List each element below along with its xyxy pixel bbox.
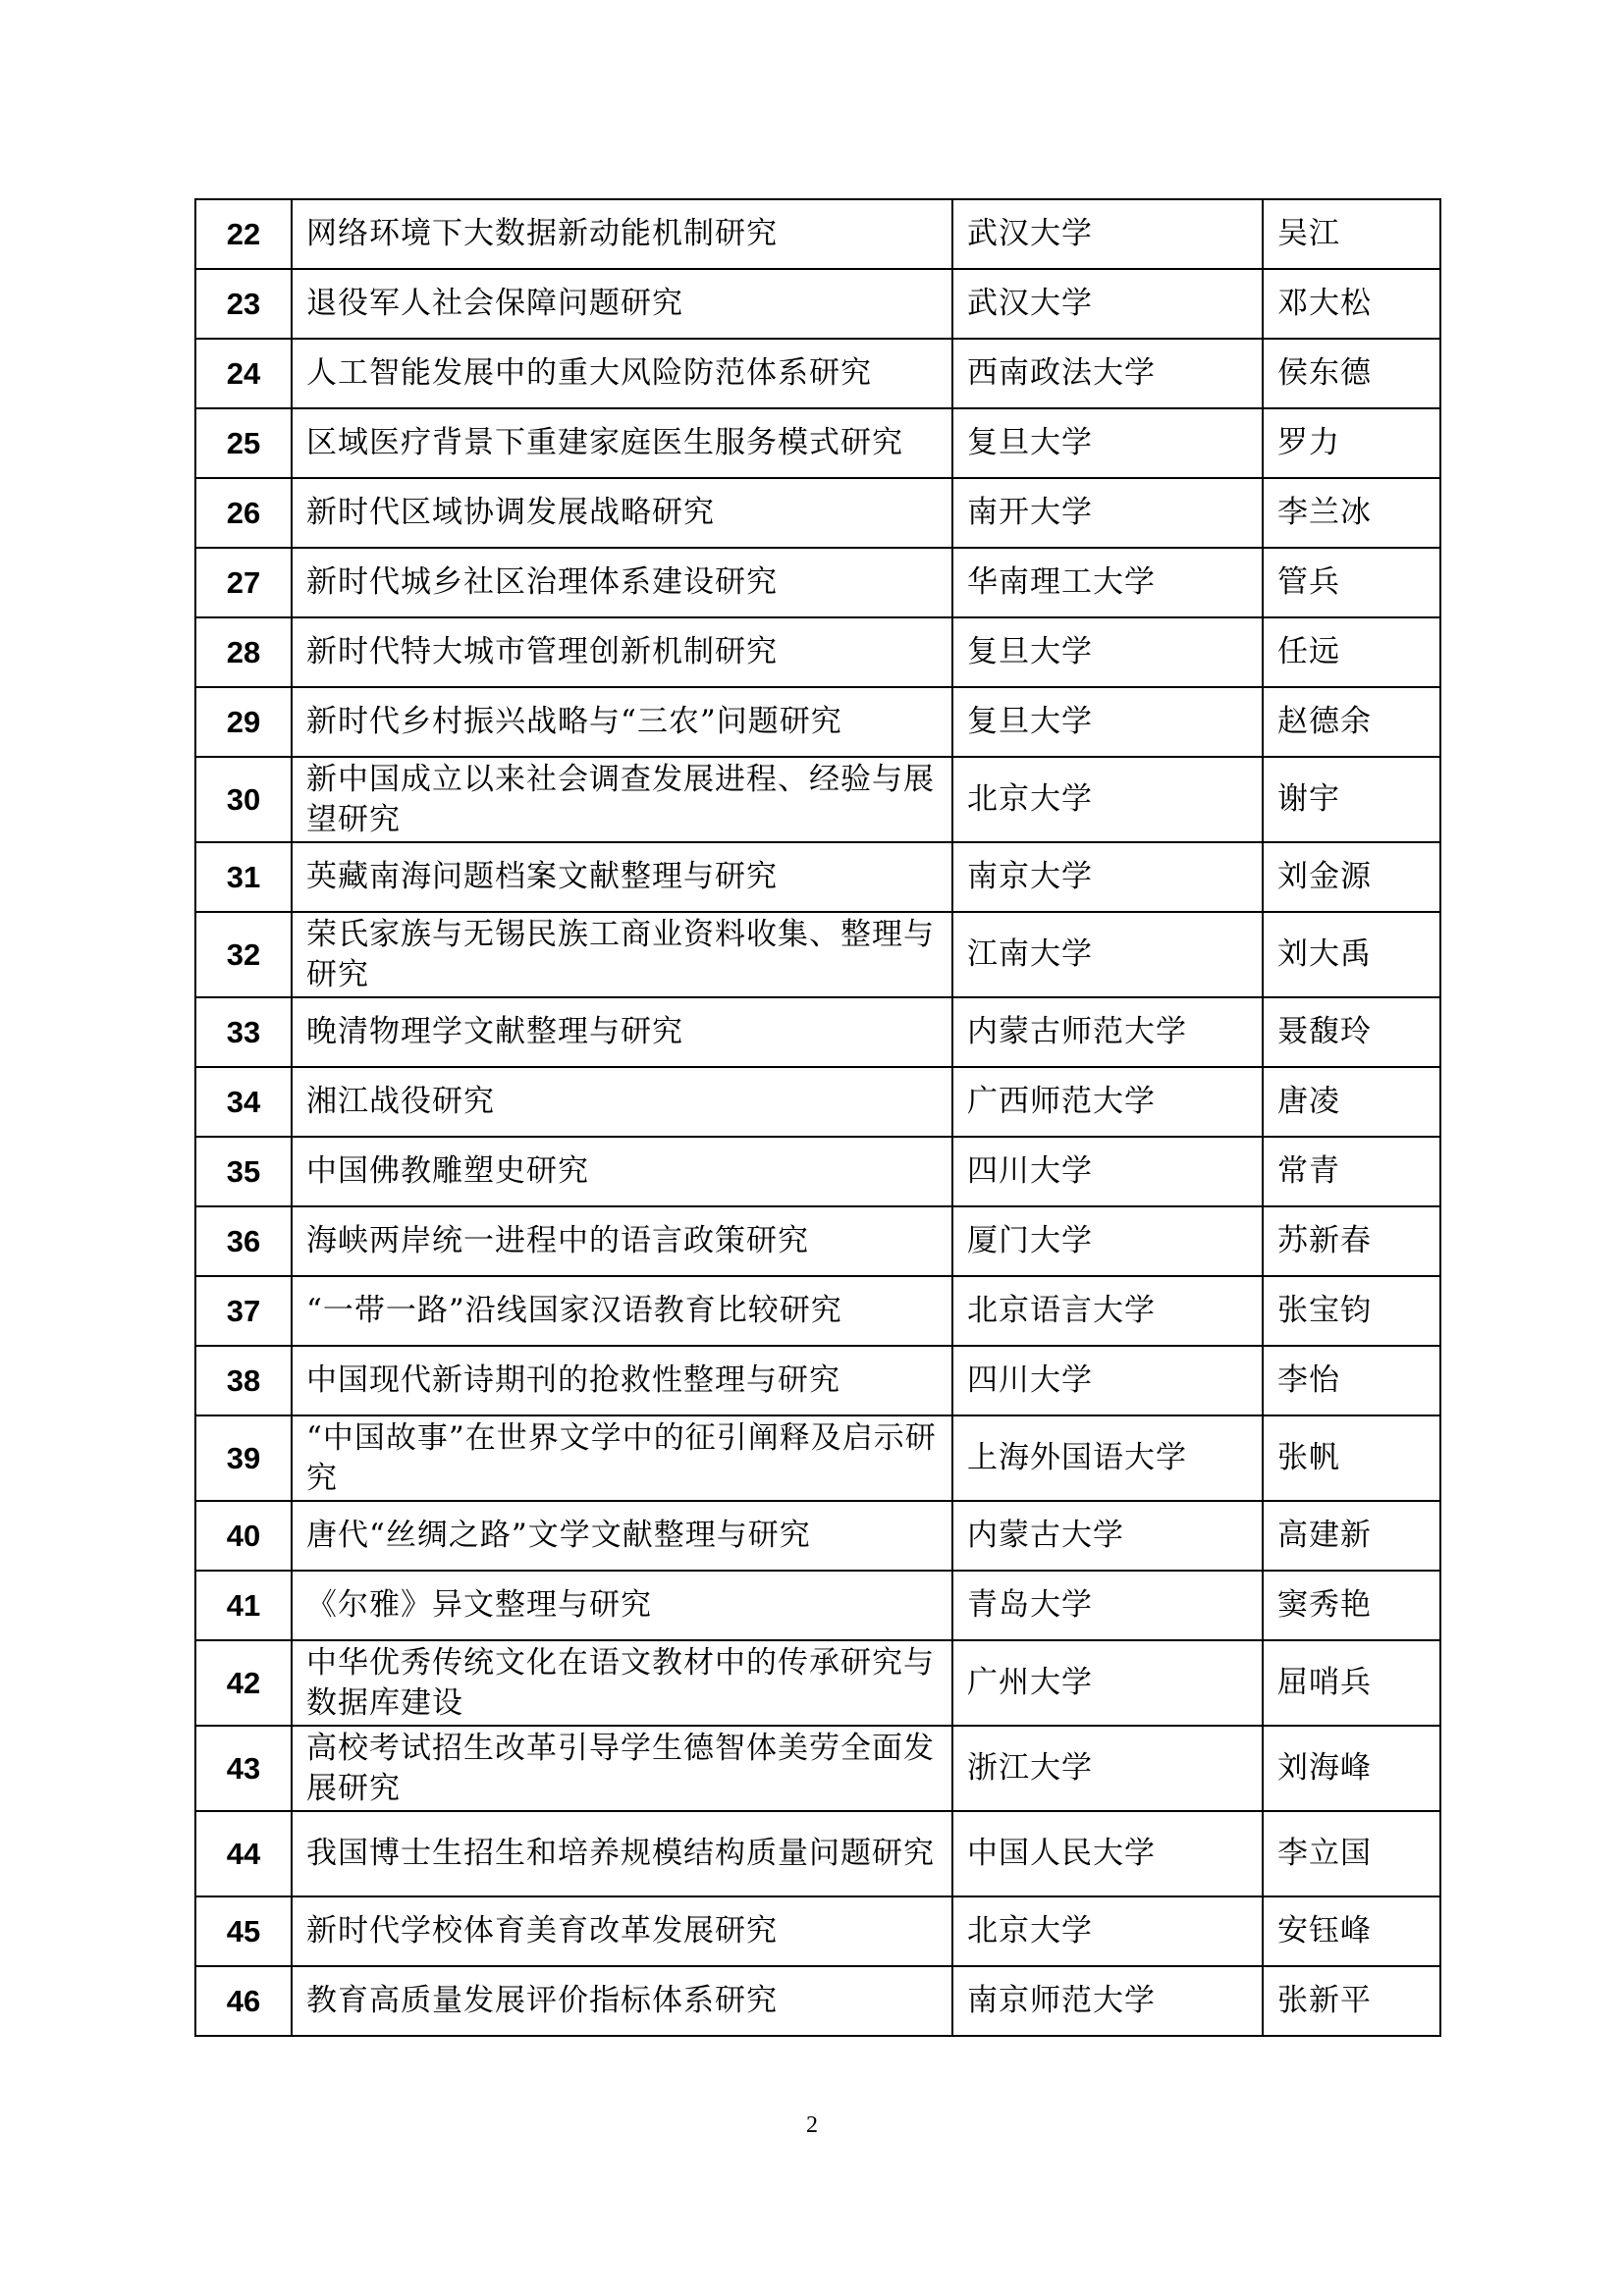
leader-cell: 罗力 <box>1263 408 1440 478</box>
project-title-cell: 我国博士生招生和培养规模结构质量问题研究 <box>292 1811 952 1896</box>
row-number-cell: 27 <box>195 548 292 617</box>
leader-cell: 赵德余 <box>1263 687 1440 757</box>
table-row <box>195 617 1440 687</box>
institution-cell: 广西师范大学 <box>952 1067 1263 1137</box>
row-number-cell: 31 <box>195 842 292 912</box>
leader-cell: 屈哨兵 <box>1263 1640 1440 1726</box>
page-number: 2 <box>806 2112 818 2138</box>
institution-cell: 青岛大学 <box>952 1571 1263 1640</box>
row-number-cell: 28 <box>195 617 292 687</box>
institution-cell: 复旦大学 <box>952 408 1263 478</box>
project-title-cell: 人工智能发展中的重大风险防范体系研究 <box>292 339 952 408</box>
project-title-cell: 新中国成立以来社会调查发展进程、经验与展望研究 <box>292 757 952 842</box>
institution-cell: 南京大学 <box>952 842 1263 912</box>
project-title-cell: 湘江战役研究 <box>292 1067 952 1137</box>
row-number-cell: 40 <box>195 1501 292 1571</box>
institution-cell: 内蒙古大学 <box>952 1501 1263 1571</box>
table-row <box>195 1571 1440 1640</box>
leader-cell: 高建新 <box>1263 1501 1440 1571</box>
leader-cell: 张新平 <box>1263 1966 1440 2036</box>
institution-cell: 内蒙古师范大学 <box>952 997 1263 1067</box>
leader-cell: 吴江 <box>1263 199 1440 269</box>
institution-cell: 北京大学 <box>952 1896 1263 1966</box>
leader-cell: 聂馥玲 <box>1263 997 1440 1067</box>
table-row <box>195 842 1440 912</box>
row-number-cell: 26 <box>195 478 292 548</box>
row-number-cell: 23 <box>195 269 292 339</box>
leader-cell: 常青 <box>1263 1137 1440 1206</box>
table-row <box>195 687 1440 757</box>
institution-cell: 厦门大学 <box>952 1206 1263 1276</box>
row-number-cell: 34 <box>195 1067 292 1137</box>
project-title-cell: “中国故事”在世界文学中的征引阐释及启示研究 <box>292 1415 952 1501</box>
table-row <box>195 997 1440 1067</box>
institution-cell: 复旦大学 <box>952 617 1263 687</box>
leader-cell: 李兰冰 <box>1263 478 1440 548</box>
institution-cell: 南开大学 <box>952 478 1263 548</box>
leader-cell: 唐凌 <box>1263 1067 1440 1137</box>
project-title-cell: 新时代乡村振兴战略与“三农”问题研究 <box>292 687 952 757</box>
table-row <box>195 339 1440 408</box>
projects-table <box>194 198 1441 2037</box>
row-number-cell: 37 <box>195 1276 292 1346</box>
institution-cell: 北京语言大学 <box>952 1276 1263 1346</box>
project-title-cell: 新时代城乡社区治理体系建设研究 <box>292 548 952 617</box>
leader-cell: 苏新春 <box>1263 1206 1440 1276</box>
institution-cell: 西南政法大学 <box>952 339 1263 408</box>
table-row <box>195 408 1440 478</box>
project-title-cell: 中国现代新诗期刊的抢救性整理与研究 <box>292 1346 952 1415</box>
table-row <box>195 1067 1440 1137</box>
row-number-cell: 29 <box>195 687 292 757</box>
project-title-cell: 新时代特大城市管理创新机制研究 <box>292 617 952 687</box>
project-title-cell: 网络环境下大数据新动能机制研究 <box>292 199 952 269</box>
table-row <box>195 1137 1440 1206</box>
table-row <box>195 1726 1440 1811</box>
institution-cell: 华南理工大学 <box>952 548 1263 617</box>
leader-cell: 任远 <box>1263 617 1440 687</box>
table-row <box>195 548 1440 617</box>
leader-cell: 谢宇 <box>1263 757 1440 842</box>
institution-cell: 复旦大学 <box>952 687 1263 757</box>
institution-cell: 广州大学 <box>952 1640 1263 1726</box>
table-row <box>195 1501 1440 1571</box>
institution-cell: 上海外国语大学 <box>952 1415 1263 1501</box>
project-title-cell: 唐代“丝绸之路”文学文献整理与研究 <box>292 1501 952 1571</box>
row-number-cell: 46 <box>195 1966 292 2036</box>
table-row <box>195 912 1440 997</box>
row-number-cell: 45 <box>195 1896 292 1966</box>
leader-cell: 李立国 <box>1263 1811 1440 1896</box>
project-title-cell: 中国佛教雕塑史研究 <box>292 1137 952 1206</box>
row-number-cell: 39 <box>195 1415 292 1501</box>
table-row <box>195 478 1440 548</box>
row-number-cell: 35 <box>195 1137 292 1206</box>
table-row <box>195 1896 1440 1966</box>
table-row <box>195 1346 1440 1415</box>
leader-cell: 管兵 <box>1263 548 1440 617</box>
leader-cell: 邓大松 <box>1263 269 1440 339</box>
institution-cell: 四川大学 <box>952 1346 1263 1415</box>
project-title-cell: 新时代区域协调发展战略研究 <box>292 478 952 548</box>
table-row <box>195 1966 1440 2036</box>
project-title-cell: 中华优秀传统文化在语文教材中的传承研究与数据库建设 <box>292 1640 952 1726</box>
project-title-cell: 《尔雅》异文整理与研究 <box>292 1571 952 1640</box>
table-row <box>195 269 1440 339</box>
row-number-cell: 38 <box>195 1346 292 1415</box>
project-title-cell: 区域医疗背景下重建家庭医生服务模式研究 <box>292 408 952 478</box>
row-number-cell: 43 <box>195 1726 292 1811</box>
leader-cell: 张帆 <box>1263 1415 1440 1501</box>
leader-cell: 刘大禹 <box>1263 912 1440 997</box>
row-number-cell: 44 <box>195 1811 292 1896</box>
institution-cell: 浙江大学 <box>952 1726 1263 1811</box>
row-number-cell: 24 <box>195 339 292 408</box>
leader-cell: 张宝钧 <box>1263 1276 1440 1346</box>
table-row <box>195 1276 1440 1346</box>
row-number-cell: 33 <box>195 997 292 1067</box>
project-title-cell: 晚清物理学文献整理与研究 <box>292 997 952 1067</box>
institution-cell: 南京师范大学 <box>952 1966 1263 2036</box>
institution-cell: 武汉大学 <box>952 269 1263 339</box>
table-row <box>195 199 1440 269</box>
institution-cell: 江南大学 <box>952 912 1263 997</box>
projects-table-body <box>195 199 1440 2036</box>
row-number-cell: 36 <box>195 1206 292 1276</box>
table-row <box>195 1206 1440 1276</box>
table-row <box>195 1811 1440 1896</box>
project-title-cell: 荣氏家族与无锡民族工商业资料收集、整理与研究 <box>292 912 952 997</box>
row-number-cell: 42 <box>195 1640 292 1726</box>
row-number-cell: 41 <box>195 1571 292 1640</box>
row-number-cell: 32 <box>195 912 292 997</box>
row-number-cell: 30 <box>195 757 292 842</box>
table-row <box>195 1415 1440 1501</box>
project-title-cell: “一带一路”沿线国家汉语教育比较研究 <box>292 1276 952 1346</box>
leader-cell: 刘海峰 <box>1263 1726 1440 1811</box>
project-title-cell: 海峡两岸统一进程中的语言政策研究 <box>292 1206 952 1276</box>
leader-cell: 刘金源 <box>1263 842 1440 912</box>
leader-cell: 李怡 <box>1263 1346 1440 1415</box>
leader-cell: 窦秀艳 <box>1263 1571 1440 1640</box>
project-title-cell: 新时代学校体育美育改革发展研究 <box>292 1896 952 1966</box>
institution-cell: 中国人民大学 <box>952 1811 1263 1896</box>
project-title-cell: 英藏南海问题档案文献整理与研究 <box>292 842 952 912</box>
row-number-cell: 25 <box>195 408 292 478</box>
leader-cell: 安钰峰 <box>1263 1896 1440 1966</box>
table-row <box>195 757 1440 842</box>
project-title-cell: 教育高质量发展评价指标体系研究 <box>292 1966 952 2036</box>
institution-cell: 北京大学 <box>952 757 1263 842</box>
leader-cell: 侯东德 <box>1263 339 1440 408</box>
institution-cell: 四川大学 <box>952 1137 1263 1206</box>
project-title-cell: 退役军人社会保障问题研究 <box>292 269 952 339</box>
project-title-cell: 高校考试招生改革引导学生德智体美劳全面发展研究 <box>292 1726 952 1811</box>
table-row <box>195 1640 1440 1726</box>
row-number-cell: 22 <box>195 199 292 269</box>
institution-cell: 武汉大学 <box>952 199 1263 269</box>
